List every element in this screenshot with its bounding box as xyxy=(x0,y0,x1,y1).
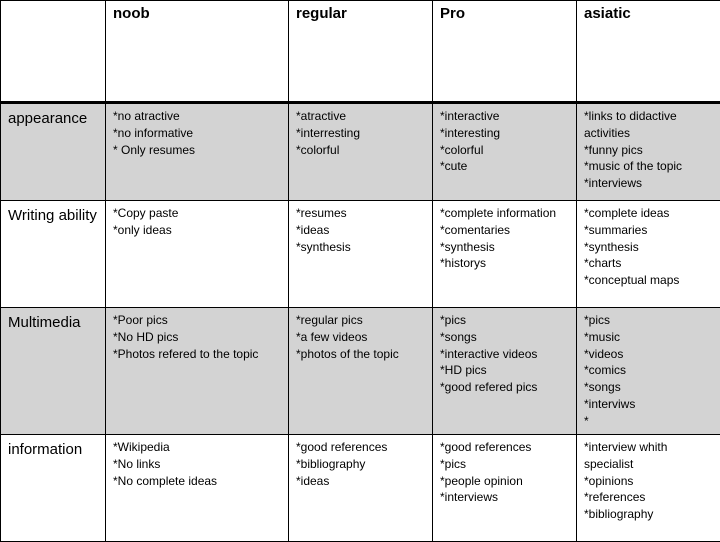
cell-line: *colorful xyxy=(296,142,428,159)
cell-line: *bibliography xyxy=(296,456,428,473)
cell-line: *complete ideas xyxy=(584,205,716,222)
cell-line: *interviews xyxy=(584,175,716,192)
cell-line: *good references xyxy=(296,439,428,456)
cell-line: *interresting xyxy=(296,125,428,142)
cell-line: *Wikipedia xyxy=(113,439,284,456)
cell-line: *resumes xyxy=(296,205,428,222)
cell-line: *synthesis xyxy=(296,239,428,256)
table-cell-noob xyxy=(106,435,289,542)
cell-line: *HD pics xyxy=(440,362,572,379)
table-cell-asiatic xyxy=(577,308,720,435)
cell-line: *no atractive xyxy=(113,108,284,125)
header-row xyxy=(1,1,720,103)
table-cell-pro xyxy=(433,103,577,201)
table-cell-regular xyxy=(289,201,433,308)
cell-line: *videos xyxy=(584,346,716,363)
row-label: appearance xyxy=(1,103,106,201)
cell-line: *complete information xyxy=(440,205,572,222)
cell-line: *interviws xyxy=(584,396,716,413)
cell-line: *songs xyxy=(440,329,572,346)
cell-line: *opinions xyxy=(584,473,716,490)
table-cell-regular xyxy=(289,435,433,542)
table-cell-asiatic xyxy=(577,201,720,308)
cell-line: *interview whith specialist xyxy=(584,439,716,473)
cell-line: *a few videos xyxy=(296,329,428,346)
cell-line: *funny pics xyxy=(584,142,716,159)
table-cell-pro xyxy=(433,308,577,435)
cell-line: *historys xyxy=(440,255,572,272)
cell-line: *references xyxy=(584,489,716,506)
table-cell-pro xyxy=(433,435,577,542)
cell-line: *synthesis xyxy=(584,239,716,256)
cell-line: *interactive xyxy=(440,108,572,125)
header-noob: noob xyxy=(106,1,289,103)
row-label: Multimedia xyxy=(1,308,106,435)
cell-line: *people opinion xyxy=(440,473,572,490)
header-asiatic: asiatic xyxy=(577,1,720,103)
table-cell-asiatic xyxy=(577,435,720,542)
table-cell-asiatic xyxy=(577,103,720,201)
cell-line: *regular pics xyxy=(296,312,428,329)
cell-line: *comentaries xyxy=(440,222,572,239)
cell-line: *pics xyxy=(440,456,572,473)
cell-line: *ideas xyxy=(296,473,428,490)
cell-line: *interactive videos xyxy=(440,346,572,363)
cell-line: *pics xyxy=(440,312,572,329)
table-cell-noob xyxy=(106,308,289,435)
table-row xyxy=(1,103,720,201)
cell-line: *Poor pics xyxy=(113,312,284,329)
cell-line: *interesting xyxy=(440,125,572,142)
cell-line: *ideas xyxy=(296,222,428,239)
cell-line: *no informative xyxy=(113,125,284,142)
table-cell-noob xyxy=(106,201,289,308)
cell-line: *No complete ideas xyxy=(113,473,284,490)
cell-line: *interviews xyxy=(440,489,572,506)
cell-line: *comics xyxy=(584,362,716,379)
cell-line: *songs xyxy=(584,379,716,396)
cell-line: *charts xyxy=(584,255,716,272)
cell-line: *cute xyxy=(440,158,572,175)
cell-line: * Only resumes xyxy=(113,142,284,159)
cell-line: *music xyxy=(584,329,716,346)
table-cell-noob xyxy=(106,103,289,201)
cell-line: *atractive xyxy=(296,108,428,125)
cell-line: *good references xyxy=(440,439,572,456)
table-cell-pro xyxy=(433,201,577,308)
cell-line: *No HD pics xyxy=(113,329,284,346)
cell-line: *only ideas xyxy=(113,222,284,239)
cell-line: *Copy paste xyxy=(113,205,284,222)
cell-line: *Photos refered to the topic xyxy=(113,346,284,363)
cell-line: *conceptual maps xyxy=(584,272,716,289)
cell-line: *links to didactive activities xyxy=(584,108,716,142)
cell-line: *bibliography xyxy=(584,506,716,523)
table-cell-regular xyxy=(289,308,433,435)
cell-line: *summaries xyxy=(584,222,716,239)
table-row xyxy=(1,308,720,435)
cell-line: *No links xyxy=(113,456,284,473)
header-corner-cell xyxy=(1,1,106,103)
cell-line: * xyxy=(584,413,716,430)
table-cell-regular xyxy=(289,103,433,201)
cell-line: *synthesis xyxy=(440,239,572,256)
rubric-table-body xyxy=(1,1,720,542)
cell-line: *music of the topic xyxy=(584,158,716,175)
cell-line: *pics xyxy=(584,312,716,329)
cell-line: *colorful xyxy=(440,142,572,159)
header-pro: Pro xyxy=(433,1,577,103)
cell-line: *photos of the topic xyxy=(296,346,428,363)
table-row xyxy=(1,201,720,308)
row-label: Writing ability xyxy=(1,201,106,308)
header-regular: regular xyxy=(289,1,433,103)
table-row xyxy=(1,435,720,542)
cell-line: *good refered pics xyxy=(440,379,572,396)
row-label: information xyxy=(1,435,106,542)
